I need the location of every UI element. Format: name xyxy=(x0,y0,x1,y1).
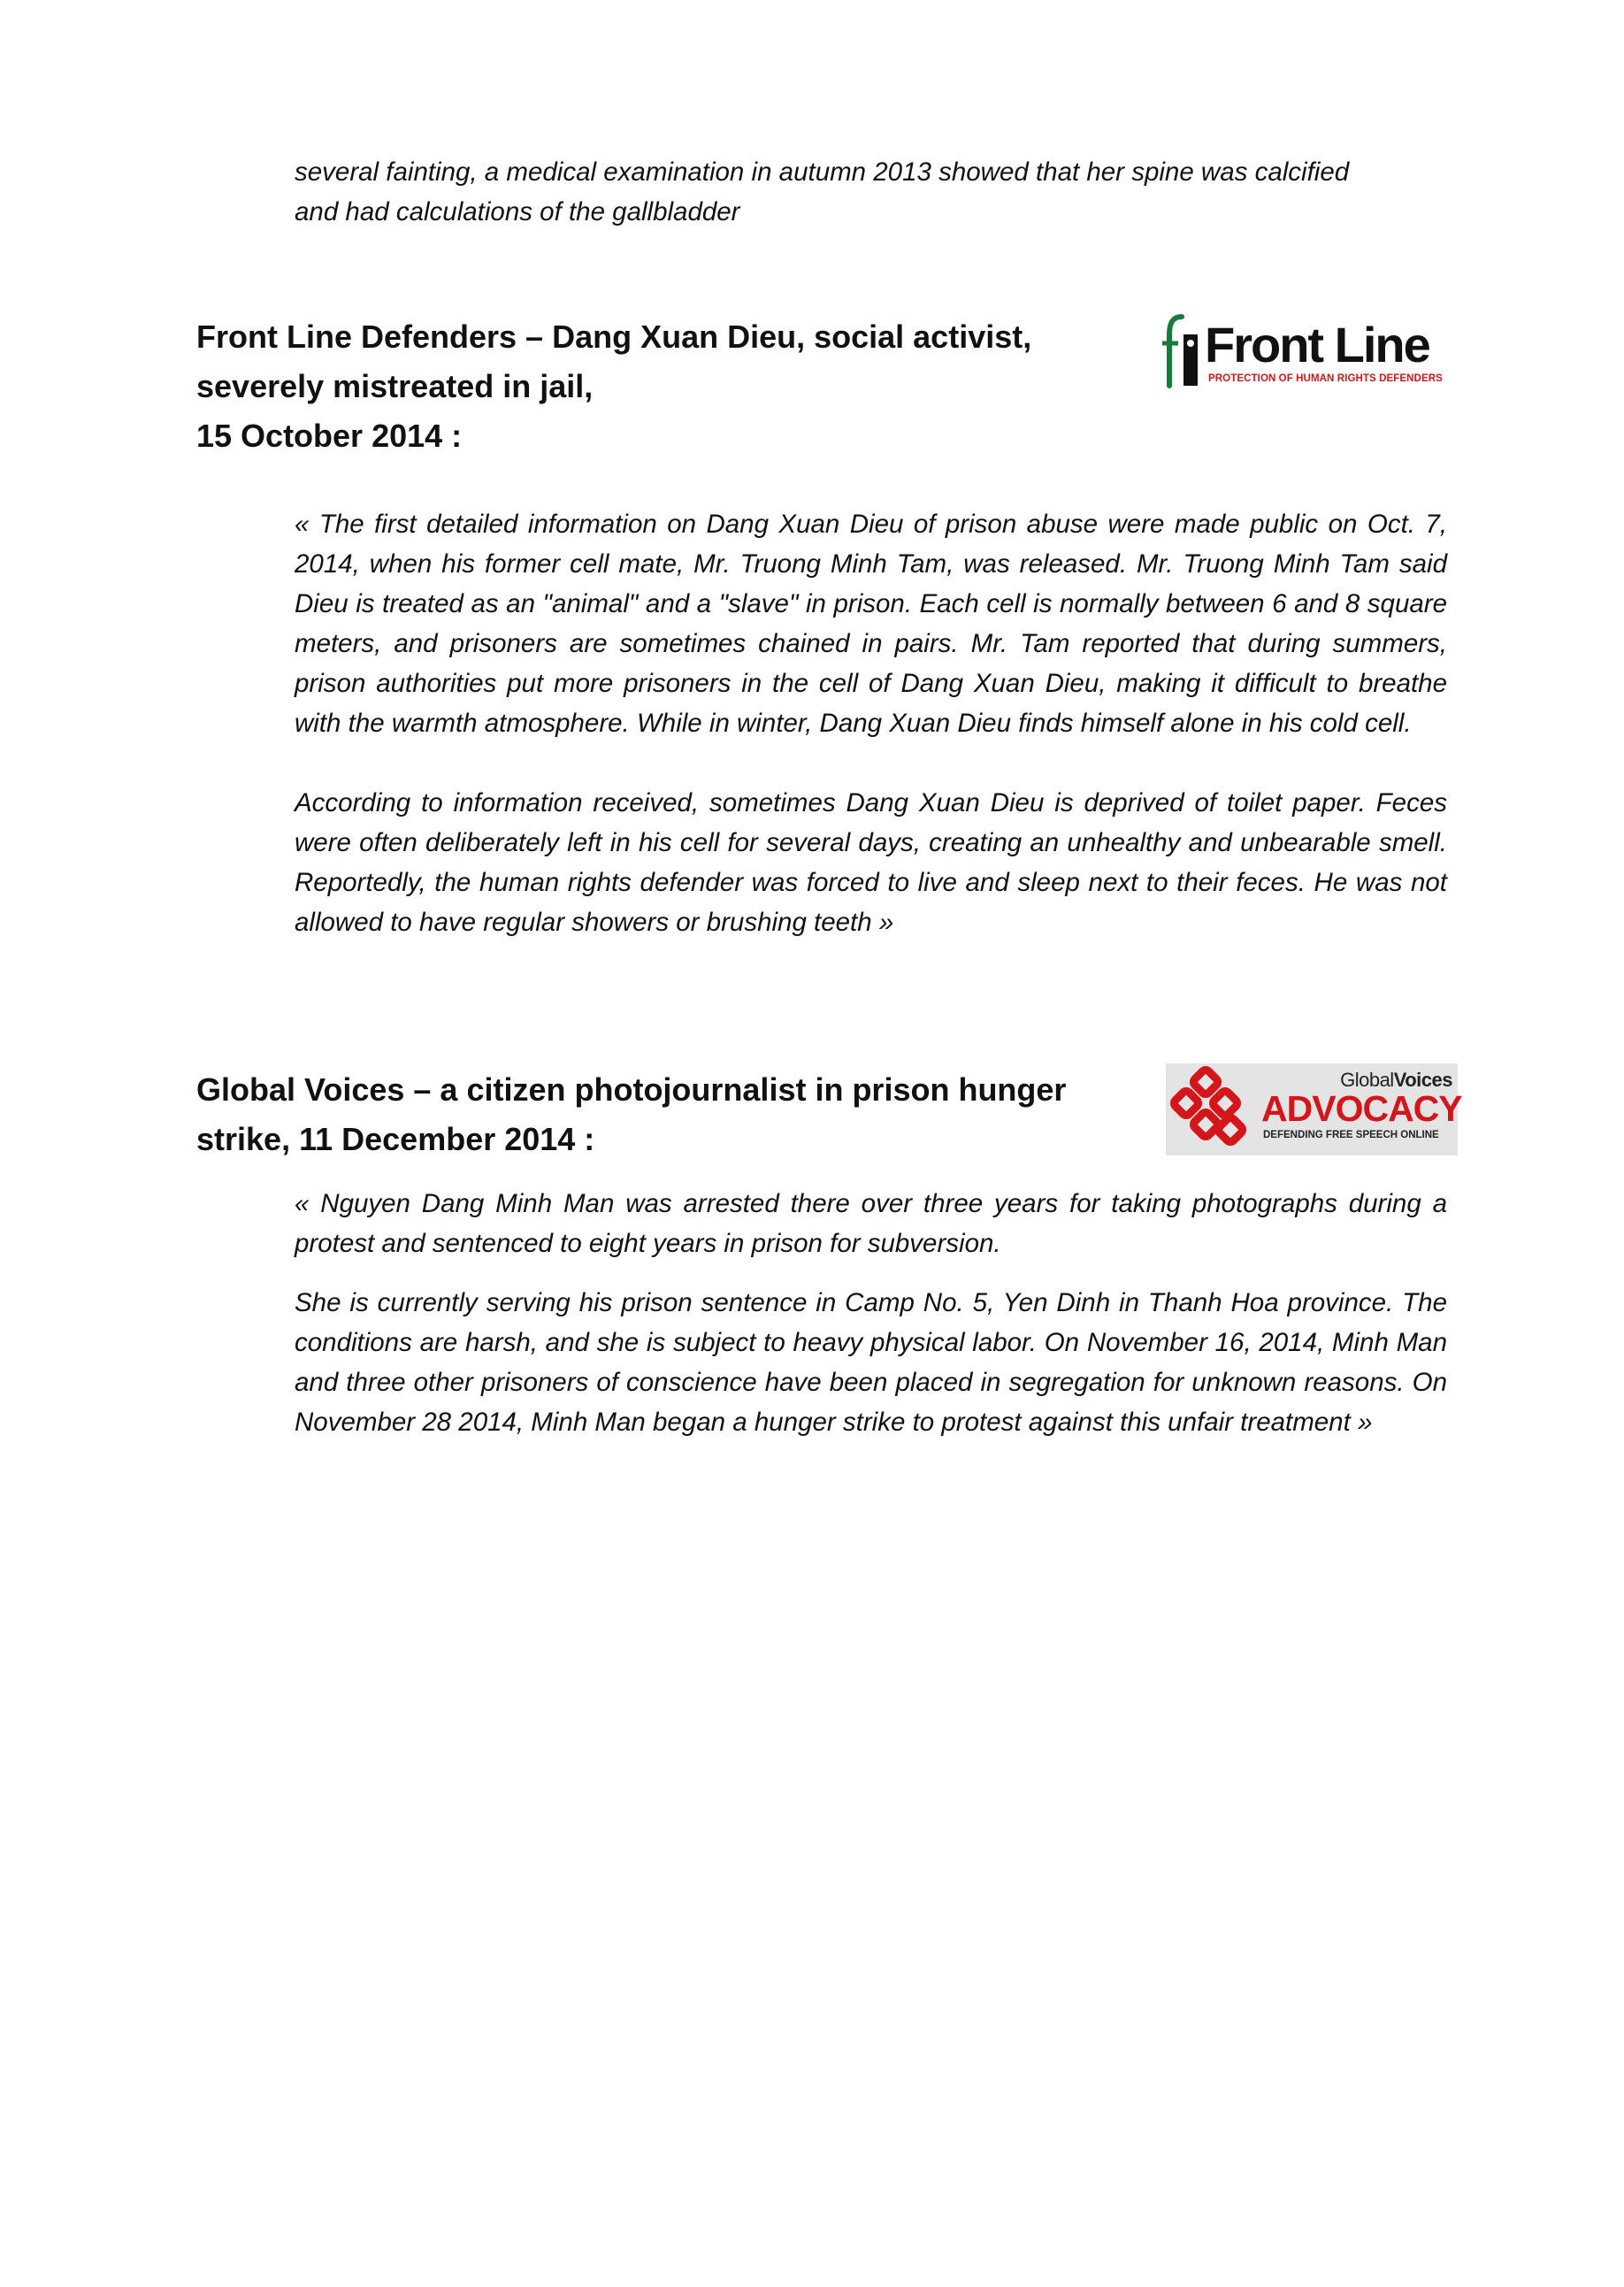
continued-quote-line-2: and had calculations of the gallbladder xyxy=(295,197,740,226)
globalvoices-heading-line-1: Global Voices – a citizen photojournalist in prison hunger xyxy=(196,1071,1067,1108)
globalvoices-quote xyxy=(295,1184,1447,1442)
globalvoices-heading xyxy=(196,1065,1066,1164)
globalvoices-logo-main: ADVOCACY xyxy=(1261,1088,1462,1129)
frontline-heading xyxy=(196,312,1031,461)
frontline-paragraph-2: According to information received, sometimes Dang Xuan Dieu is deprived of toilet paper. Feces were often deliberately left in his cell for several days, creating an unhealthy and unbearable smell. Reportedly, the human rights defender was forced to live and sleep next to their feces. He was not allowed to have regular showers or brushing teeth » xyxy=(295,788,1447,937)
globalvoices-logo-tagline: DEFENDING FREE SPEECH ONLINE xyxy=(1263,1130,1439,1140)
continued-quote xyxy=(295,152,1447,232)
frontline-heading-line-2: severely mistreated in jail, xyxy=(196,368,594,404)
frontline-heading-line-3: 15 October 2014 : xyxy=(196,418,463,454)
globalvoices-paragraph-1: « Nguyen Dang Minh Man was arrested there over three years for taking photographs during a protest and sentenced to eight years in prison for subversion. xyxy=(295,1189,1447,1258)
frontline-logo-tagline: PROTECTION OF HUMAN RIGHTS DEFENDERS xyxy=(1208,373,1443,384)
globalvoices-logo-top-bold: Voices xyxy=(1393,1069,1452,1091)
frontline-logo xyxy=(1159,311,1455,393)
continued-quote-line-1: several fainting, a medical examination in autumn 2013 showed that her spine was calcified xyxy=(295,157,1350,187)
globalvoices-logo xyxy=(1166,1063,1462,1155)
frontline-quote xyxy=(295,504,1447,942)
frontline-heading-line-1: Front Line Defenders – Dang Xuan Dieu, social activist, xyxy=(196,318,1032,355)
globalvoices-paragraph-2: She is currently serving his prison sentence in Camp No. 5, Yen Dinh in Thanh Hoa province. The conditions are harsh, and she is subject to heavy physical labor. On November 16, 2014, Minh Man and three other prisoners of conscience have been placed in segregation for unknown reasons. On November 28 2014, Minh Man began a hunger strike to protest against this unfair treatment » xyxy=(295,1288,1447,1437)
frontline-paragraph-1: « The first detailed information on Dang Xuan Dieu of prison abuse were made public on Oct. 7, 2014, when his former cell mate, Mr. Truong Minh Tam, was released. Mr. Truong Minh Tam said Dieu is treated as an "animal" and a "slave" in prison. Each cell is normally between 6 and 8 square meters, and prisoners are sometimes chained in pairs. Mr. Tam reported that during summers, prison authorities put more prisoners in the cell of Dang Xuan Dieu, making it difficult to breathe with the warmth atmosphere. While in winter, Dang Xuan Dieu finds himself alone in his cold cell. xyxy=(295,510,1447,738)
frontline-logo-text: Front Line xyxy=(1205,317,1429,372)
frontline-mark-icon xyxy=(1159,311,1203,393)
knot-icon xyxy=(1169,1065,1258,1154)
globalvoices-heading-line-2: strike, 11 December 2014 : xyxy=(196,1121,595,1157)
globalvoices-logo-top-regular: Global xyxy=(1340,1069,1394,1091)
